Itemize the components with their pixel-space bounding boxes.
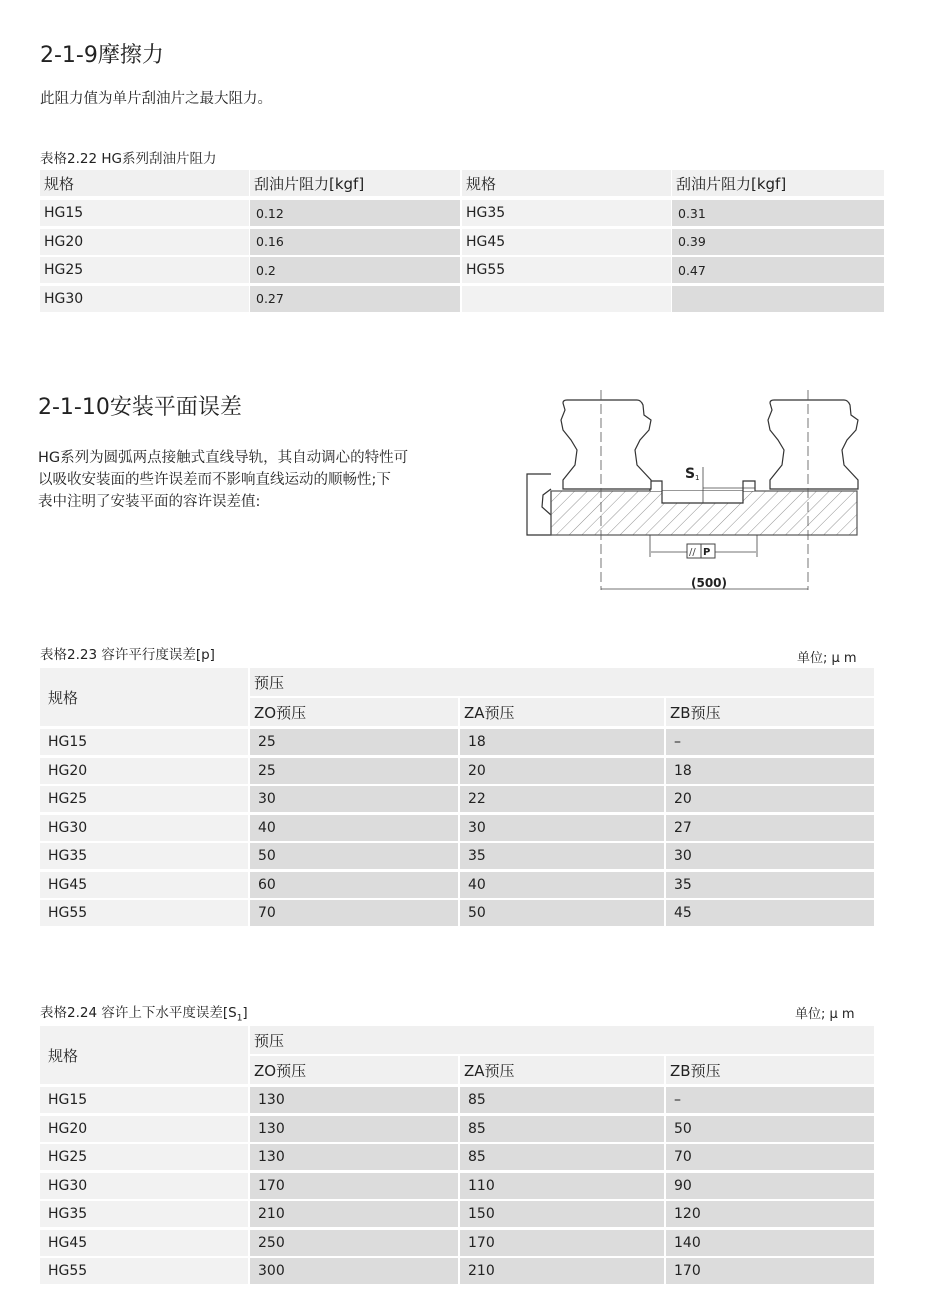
table-cell: 110 bbox=[460, 1173, 664, 1199]
table-cell: 50 bbox=[666, 1116, 874, 1142]
table-cell: 27 bbox=[666, 815, 874, 841]
table-cell: HG15 bbox=[40, 729, 248, 755]
table-cell: 25 bbox=[250, 729, 458, 755]
table-cell: 85 bbox=[460, 1116, 664, 1142]
table-cell: 85 bbox=[460, 1087, 664, 1113]
table-cell: HG55 bbox=[462, 257, 671, 283]
table-cell: 0.12 bbox=[250, 200, 460, 226]
table-cell: 50 bbox=[460, 900, 664, 926]
table-cell: 210 bbox=[250, 1201, 458, 1227]
table-cell: 18 bbox=[666, 758, 874, 784]
table-cell: 20 bbox=[666, 786, 874, 812]
table-cell: 0.47 bbox=[672, 257, 884, 283]
table24-unit: 单位; μ m bbox=[795, 1007, 855, 1022]
table-cell: 150 bbox=[460, 1201, 664, 1227]
preload-header: 预压 bbox=[250, 668, 874, 696]
table-cell: 170 bbox=[460, 1230, 664, 1256]
desc-line: 表中注明了安装平面的容许误差值: bbox=[38, 494, 261, 510]
table-cell: HG30 bbox=[40, 286, 249, 312]
table-header-cell: 刮油片阻力[kgf] bbox=[250, 170, 460, 196]
table-cell: – bbox=[666, 1087, 874, 1113]
table-cell: 120 bbox=[666, 1201, 874, 1227]
table-header-cell: 刮油片阻力[kgf] bbox=[672, 170, 884, 196]
table-cell: HG15 bbox=[40, 200, 249, 226]
mounting-description bbox=[38, 447, 408, 513]
table-cell: 50 bbox=[250, 843, 458, 869]
friction-description: 此阻力值为单片刮油片之最大阻力。 bbox=[40, 91, 272, 107]
table-cell: 35 bbox=[460, 843, 664, 869]
table22-caption: 表格2.22 HG系列刮油片阻力 bbox=[40, 151, 217, 167]
preload-subheader: ZA预压 bbox=[460, 698, 664, 726]
spec-header: 规格 bbox=[40, 668, 248, 726]
table-cell: 22 bbox=[460, 786, 664, 812]
preload-subheader: ZO预压 bbox=[250, 1056, 458, 1084]
table-cell: HG25 bbox=[40, 257, 249, 283]
table-cell: 40 bbox=[250, 815, 458, 841]
side-block bbox=[527, 474, 551, 535]
table-cell: HG30 bbox=[40, 1173, 248, 1199]
table-cell bbox=[462, 286, 671, 312]
table-header-cell: 规格 bbox=[462, 170, 671, 196]
table-cell: 70 bbox=[666, 1144, 874, 1170]
table23-caption: 表格2.23 容许平行度误差[p] bbox=[40, 647, 215, 663]
table-cell bbox=[672, 286, 884, 312]
dimension-label: (500) bbox=[691, 576, 728, 590]
preload-subheader: ZA预压 bbox=[460, 1056, 664, 1084]
table-cell: 300 bbox=[250, 1258, 458, 1284]
section-title-mounting-error: 2-1-10安装平面误差 bbox=[38, 395, 242, 420]
table-header-cell: 规格 bbox=[40, 170, 249, 196]
table-cell: 35 bbox=[666, 872, 874, 898]
p-label: P bbox=[703, 547, 711, 558]
table-cell: HG20 bbox=[40, 229, 249, 255]
table-cell: 85 bbox=[460, 1144, 664, 1170]
caption-end: ] bbox=[242, 1005, 248, 1021]
table-cell: HG30 bbox=[40, 815, 248, 841]
table-cell: 0.39 bbox=[672, 229, 884, 255]
preload-subheader: ZO预压 bbox=[250, 698, 458, 726]
table-cell: 250 bbox=[250, 1230, 458, 1256]
section-title-friction: 2-1-9摩擦力 bbox=[40, 43, 164, 68]
table-cell: 40 bbox=[460, 872, 664, 898]
table-cell: 130 bbox=[250, 1144, 458, 1170]
s1-label: S bbox=[685, 466, 696, 482]
table-cell: HG35 bbox=[40, 1201, 248, 1227]
desc-line: HG系列为圆弧两点接触式直线导轨，其自动调心的特性可 bbox=[38, 450, 409, 466]
table-cell: 20 bbox=[460, 758, 664, 784]
spec-header: 规格 bbox=[40, 1026, 248, 1084]
table-cell: 170 bbox=[666, 1258, 874, 1284]
table-cell: 0.27 bbox=[250, 286, 460, 312]
table-cell: 90 bbox=[666, 1173, 874, 1199]
table-cell: HG55 bbox=[40, 900, 248, 926]
desc-line: 以吸收安装面的些许误差而不影响直线运动的顺畅性;下 bbox=[38, 472, 391, 488]
table-cell: HG15 bbox=[40, 1087, 248, 1113]
table-cell: 60 bbox=[250, 872, 458, 898]
table-cell: HG20 bbox=[40, 1116, 248, 1142]
table-cell: 25 bbox=[250, 758, 458, 784]
table-cell: 30 bbox=[460, 815, 664, 841]
table24-caption bbox=[40, 1001, 248, 1024]
table-cell: 45 bbox=[666, 900, 874, 926]
preload-subheader: ZB预压 bbox=[666, 1056, 874, 1084]
svg-text://: // bbox=[689, 547, 696, 558]
table-cell: HG45 bbox=[40, 1230, 248, 1256]
table-cell: HG45 bbox=[40, 872, 248, 898]
preload-subheader: ZB预压 bbox=[666, 698, 874, 726]
table-cell: 130 bbox=[250, 1087, 458, 1113]
table-cell: 140 bbox=[666, 1230, 874, 1256]
table-cell: 30 bbox=[666, 843, 874, 869]
caption-sub: 1 bbox=[236, 1013, 243, 1024]
table-cell: HG20 bbox=[40, 758, 248, 784]
table-cell: HG25 bbox=[40, 786, 248, 812]
table-cell: HG55 bbox=[40, 1258, 248, 1284]
table-cell: HG35 bbox=[40, 843, 248, 869]
table-cell: 0.31 bbox=[672, 200, 884, 226]
mounting-diagram bbox=[515, 385, 875, 600]
table-cell: HG45 bbox=[462, 229, 671, 255]
preload-header: 预压 bbox=[250, 1026, 874, 1054]
caption-text: 表格2.24 容许上下水平度误差[S bbox=[40, 1005, 237, 1021]
table23-unit: 单位; μ m bbox=[797, 651, 857, 666]
table-cell: 0.2 bbox=[250, 257, 460, 283]
table-cell: 70 bbox=[250, 900, 458, 926]
table-cell: – bbox=[666, 729, 874, 755]
table-cell: 210 bbox=[460, 1258, 664, 1284]
table-cell: HG25 bbox=[40, 1144, 248, 1170]
s1-subscript: 1 bbox=[695, 474, 700, 482]
right-rail bbox=[768, 400, 858, 489]
table-cell: HG35 bbox=[462, 200, 671, 226]
table-cell: 0.16 bbox=[250, 229, 460, 255]
left-rail bbox=[561, 400, 651, 489]
table-cell: 18 bbox=[460, 729, 664, 755]
table-cell: 130 bbox=[250, 1116, 458, 1142]
table-cell: 30 bbox=[250, 786, 458, 812]
table-cell: 170 bbox=[250, 1173, 458, 1199]
